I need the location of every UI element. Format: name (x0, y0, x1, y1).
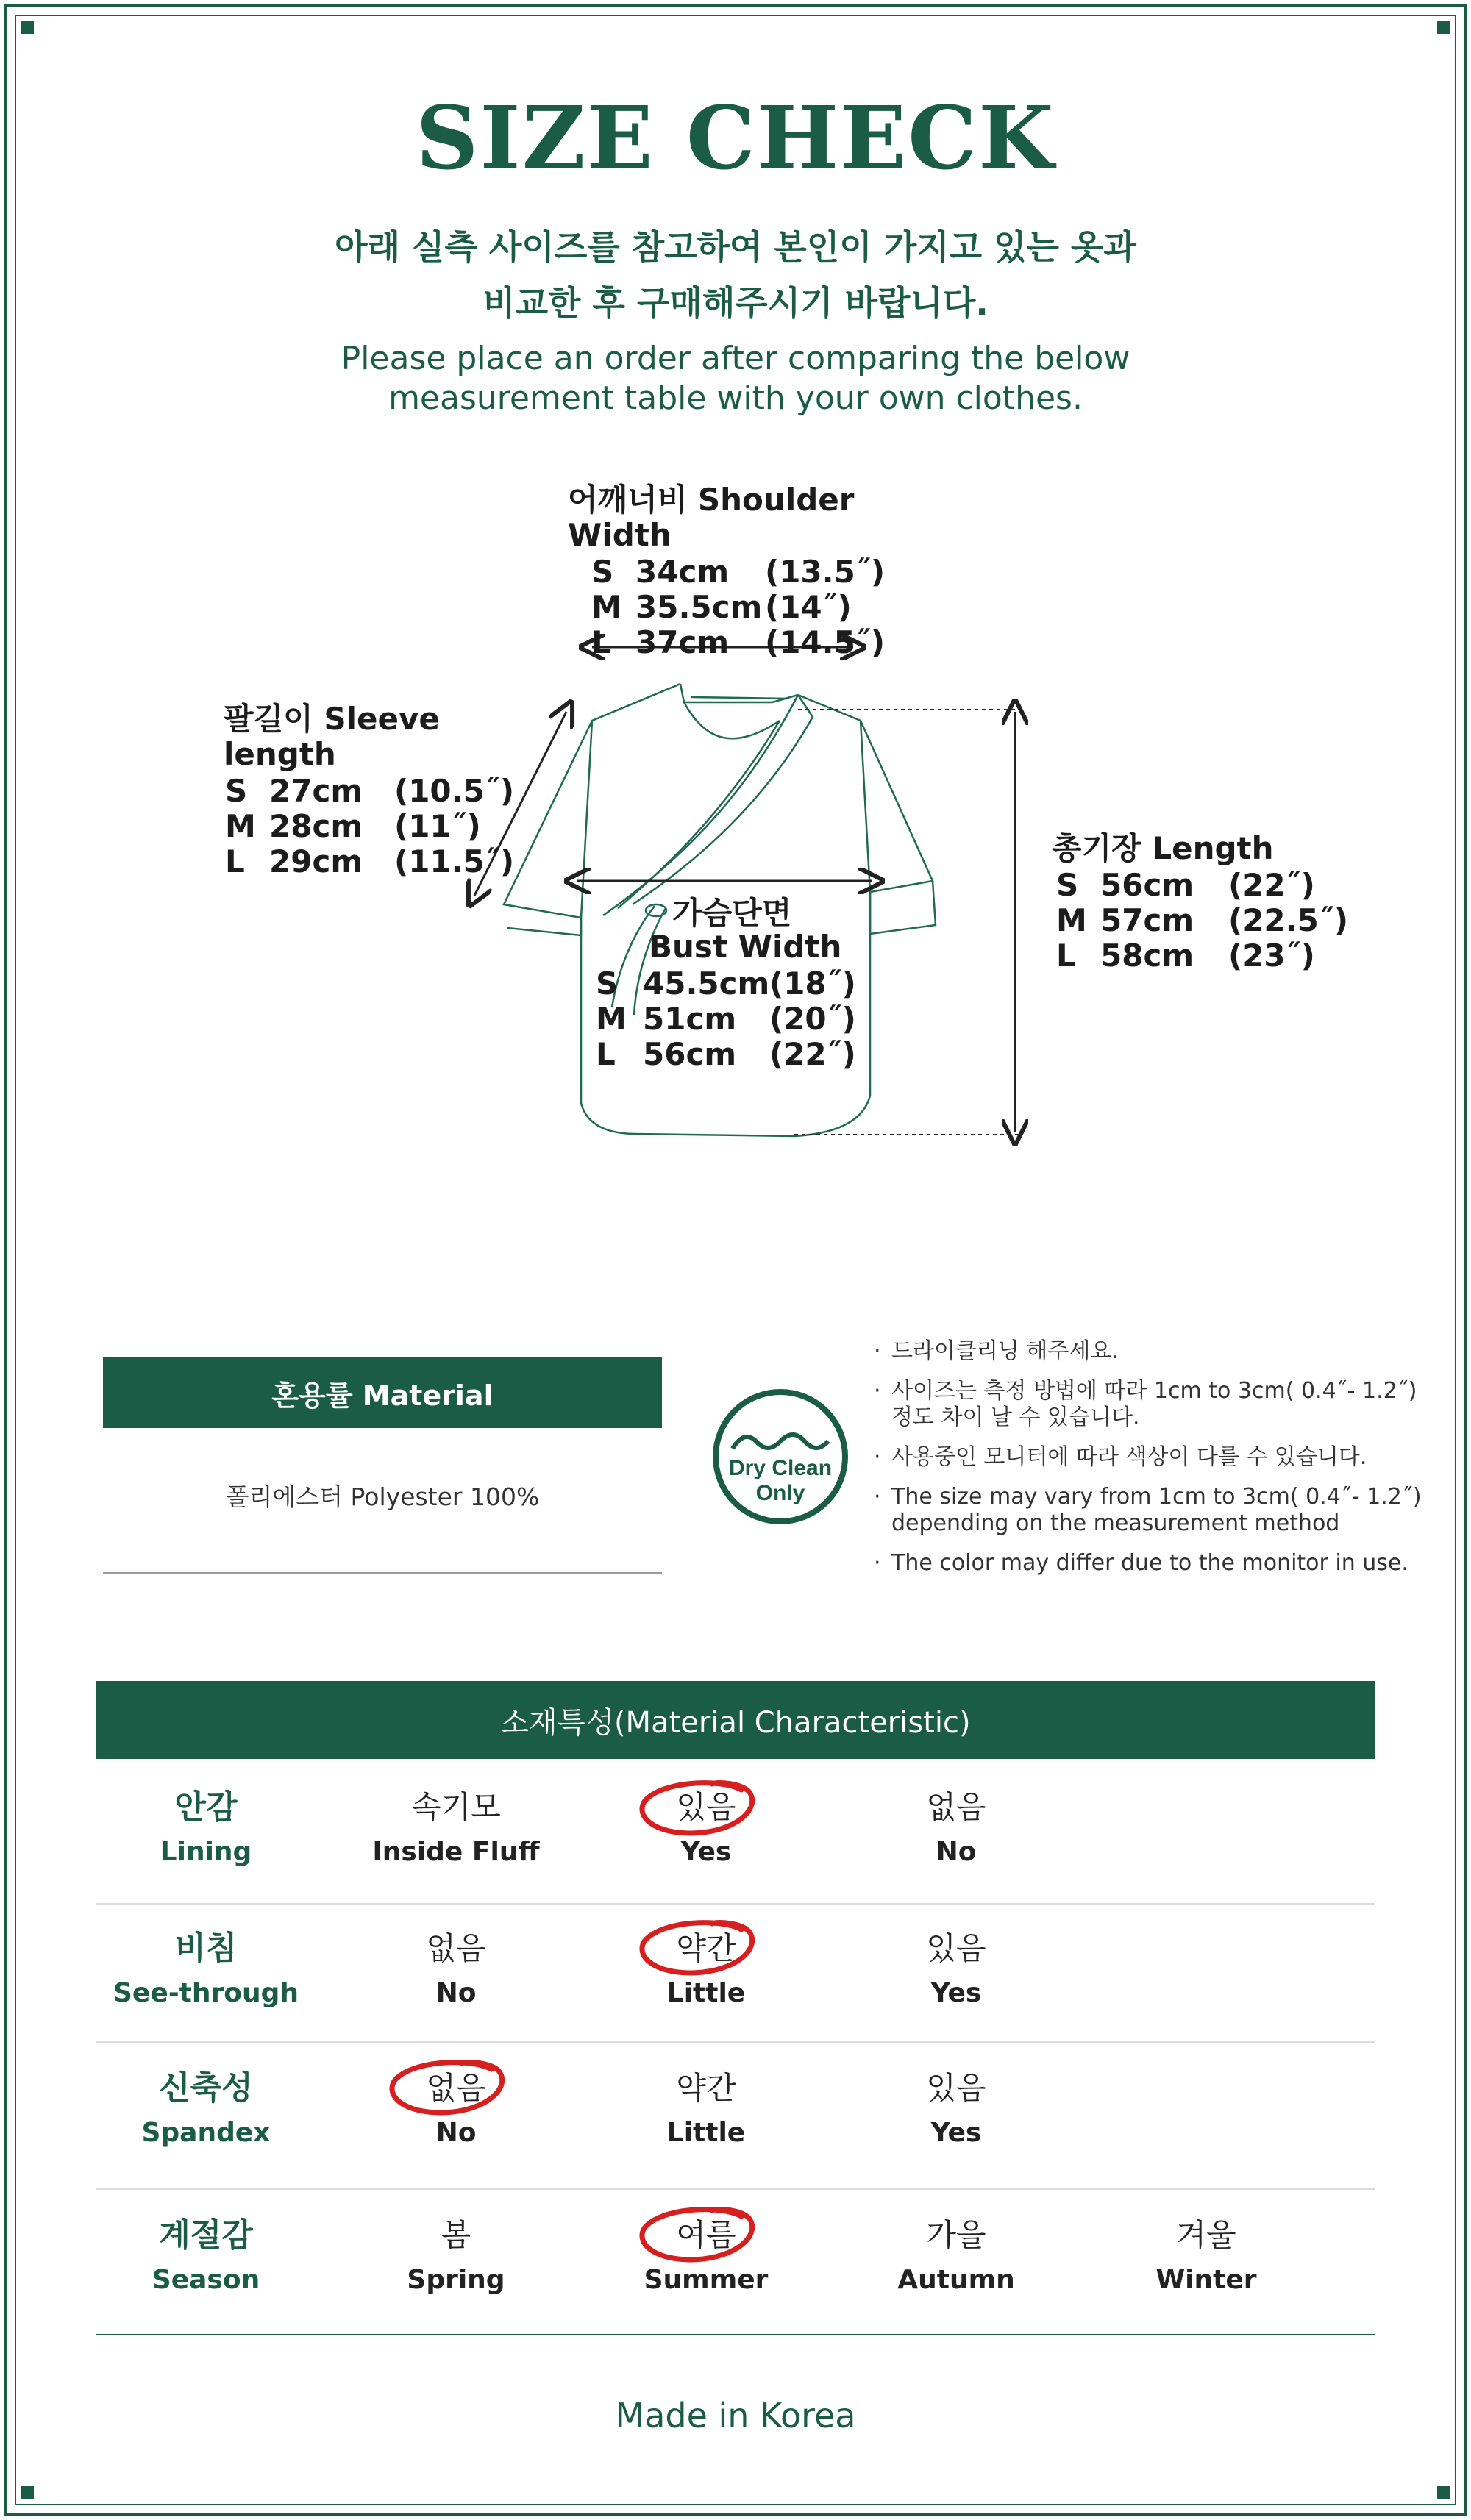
option-en: Yes (930, 2118, 982, 2148)
selected-highlight-mark (631, 1777, 763, 1855)
option-ko: 가을 (926, 2217, 986, 2253)
option-ko: 있음 (926, 2070, 986, 2106)
inch-value: (11˝) (394, 808, 481, 844)
sleeve-measurements (224, 702, 533, 879)
option-cell (346, 2215, 566, 2299)
size-label: M (225, 808, 256, 844)
row-label (96, 1787, 316, 1871)
note-monitor-ko: · 사용중인 모니터에 따라 색상이 다를 수 있습니다. (872, 1444, 1422, 1471)
inch-value: (13.5˝) (765, 554, 886, 590)
option-en: Autumn (897, 2265, 1015, 2295)
option-ko: 없음 (926, 1789, 986, 1825)
inch-value: (14.5˝) (765, 624, 886, 660)
option-en: Spring (407, 2265, 505, 2295)
option-en: Summer (644, 2265, 769, 2295)
sleeve-row-l (224, 844, 533, 879)
care-icon-line-2: Only (755, 1481, 805, 1505)
selected-highlight-mark (631, 1916, 763, 1994)
material-divider (103, 1572, 662, 1574)
material-value: 폴리에스터 Polyester 100% (225, 1482, 540, 1511)
inch-value: (14˝) (765, 589, 852, 625)
inch-value: (22.5˝) (1228, 902, 1349, 938)
length-row-s (1052, 868, 1361, 903)
size-label: M (596, 1001, 627, 1037)
cm-value: 37cm (635, 624, 730, 660)
size-label: M (1056, 902, 1087, 938)
option-en: Little (666, 1978, 746, 2008)
page-title: SIZE CHECK (416, 87, 1055, 189)
row-divider (96, 2041, 1375, 2043)
corner-ornament (1437, 2486, 1450, 2499)
cm-value: 45.5cm (643, 965, 770, 1002)
row-label-en: Season (152, 2265, 260, 2295)
corner-ornament (21, 2486, 34, 2499)
inch-value: (22˝) (769, 1036, 856, 1072)
option-ko: 여름 (676, 2217, 736, 2253)
row-label-ko: 안감 (174, 1788, 238, 1826)
option-en: Inside Fluff (372, 1837, 540, 1867)
note-size-variance-ko (872, 1378, 1422, 1431)
option-ko: 봄 (441, 2217, 471, 2253)
size-label: M (591, 589, 622, 625)
intro-korean-line-1: 아래 실측 사이즈를 참고하여 본인이 가지고 있는 옷과 (335, 227, 1136, 267)
row-divider (96, 2188, 1375, 2190)
note-line: depending on the measurement method (891, 1510, 1340, 1536)
option-en: Yes (930, 1978, 982, 2008)
option-cell (846, 1787, 1066, 1871)
row-label-en: Spandex (141, 2118, 271, 2148)
option-en: Winter (1155, 2265, 1257, 2295)
row-label-ko: 비침 (174, 1930, 238, 1967)
option-ko: 있음 (926, 1930, 986, 1966)
row-label-ko: 신축성 (159, 2069, 253, 2107)
option-ko: 없음 (426, 1930, 486, 1966)
sleeve-label: 팔길이 Sleeve length (224, 701, 440, 772)
size-label: L (596, 1036, 616, 1072)
dry-clean-only-icon (712, 1388, 849, 1525)
inch-value: (10.5˝) (394, 773, 515, 809)
size-label: S (1056, 867, 1079, 903)
shoulder-label: 어깨너비 Shoulder Width (568, 482, 855, 553)
care-icon-line-1: Dry Clean (728, 1456, 833, 1480)
note-line: 정도 차이 날 수 있습니다. (891, 1404, 1140, 1430)
option-en: Yes (680, 1837, 732, 1867)
option-cell (846, 1928, 1066, 2012)
shoulder-row-s (568, 554, 921, 590)
option-ko: 속기모 (411, 1789, 501, 1825)
selected-highlight-mark (381, 2056, 513, 2134)
option-ko: 약간 (676, 2070, 736, 2106)
row-label-en: Lining (160, 1837, 252, 1867)
care-notes (872, 1338, 1422, 1590)
cm-value: 51cm (643, 1001, 737, 1037)
made-in-label: Made in Korea (615, 2396, 856, 2435)
row-divider (96, 1903, 1375, 1905)
length-row-l (1052, 938, 1361, 974)
size-label: S (225, 773, 248, 809)
size-label: S (596, 965, 619, 1002)
cm-value: 29cm (269, 843, 363, 879)
cm-value: 34cm (635, 554, 730, 590)
bust-row-s (596, 966, 875, 1002)
bust-row-m (596, 1002, 875, 1037)
option-en: No (435, 2118, 477, 2148)
note-line: · The size may vary from 1cm to 3cm( 0.4˝- 1.2˝) (891, 1484, 1422, 1510)
inch-value: (18˝) (769, 965, 856, 1002)
cm-value: 56cm (643, 1036, 737, 1072)
shoulder-row-l (568, 625, 921, 660)
sleeve-row-s (224, 774, 533, 809)
row-label (96, 1928, 316, 2012)
cm-value: 57cm (1100, 902, 1194, 938)
note-size-variance-en (872, 1484, 1422, 1537)
inch-value: (11.5˝) (394, 843, 515, 879)
material-header: 혼용률 Material (103, 1357, 662, 1428)
option-en: No (435, 1978, 477, 2008)
size-label: S (591, 554, 614, 590)
shoulder-measurements (568, 482, 921, 660)
note-dry-cleaning: · 드라이클리닝 해주세요. (872, 1338, 1422, 1365)
row-label (96, 2068, 316, 2152)
option-ko: 겨울 (1176, 2217, 1236, 2253)
row-label (96, 2215, 316, 2299)
option-cell (846, 2215, 1066, 2299)
bust-label-korean: 가슴단면 (672, 895, 792, 931)
option-cell (346, 1787, 566, 1871)
bust-label-english: Bust Width (649, 929, 842, 965)
table-bottom-divider (96, 2334, 1375, 2335)
size-label: L (225, 843, 245, 879)
cm-value: 56cm (1100, 867, 1194, 903)
option-cell (1096, 2215, 1317, 2299)
bust-measurements (596, 896, 875, 1072)
option-cell (346, 1928, 566, 2012)
option-cell (596, 2068, 816, 2152)
size-label: L (591, 624, 611, 660)
row-label-en: See-through (113, 1978, 299, 2008)
intro-english-line-1: Please place an order after comparing the below (341, 340, 1130, 377)
length-measurements (1052, 831, 1361, 974)
inch-value: (20˝) (769, 1001, 856, 1037)
row-label-ko: 계절감 (159, 2216, 253, 2254)
bust-row-l (596, 1037, 875, 1072)
note-line: · 사이즈는 측정 방법에 따라 1cm to 3cm( 0.4˝- 1.2˝) (891, 1378, 1417, 1404)
selected-highlight-mark (631, 2203, 763, 2281)
option-ko: 있음 (676, 1789, 736, 1825)
option-en: Little (666, 2118, 746, 2148)
characteristics-header: 소재특성(Material Characteristic) (96, 1681, 1375, 1759)
length-row-m (1052, 903, 1361, 938)
intro-korean-line-2: 비교한 후 구매해주시기 바랍니다. (482, 283, 989, 323)
inch-value: (22˝) (1228, 867, 1315, 903)
option-ko: 약간 (676, 1930, 736, 1966)
note-monitor-en: · The color may differ due to the monitor in use. (872, 1550, 1422, 1577)
option-en: No (936, 1837, 977, 1867)
sleeve-row-m (224, 809, 533, 844)
shoulder-row-m (568, 590, 921, 625)
length-label: 총기장 Length (1052, 830, 1274, 866)
option-cell (846, 2068, 1066, 2152)
size-label: L (1056, 938, 1076, 974)
inch-value: (23˝) (1228, 938, 1315, 974)
option-ko: 없음 (426, 2070, 486, 2106)
cm-value: 58cm (1100, 938, 1194, 974)
cm-value: 27cm (269, 773, 363, 809)
cm-value: 28cm (269, 808, 363, 844)
intro-english-line-2: measurement table with your own clothes. (388, 379, 1083, 417)
cm-value: 35.5cm (635, 589, 763, 625)
